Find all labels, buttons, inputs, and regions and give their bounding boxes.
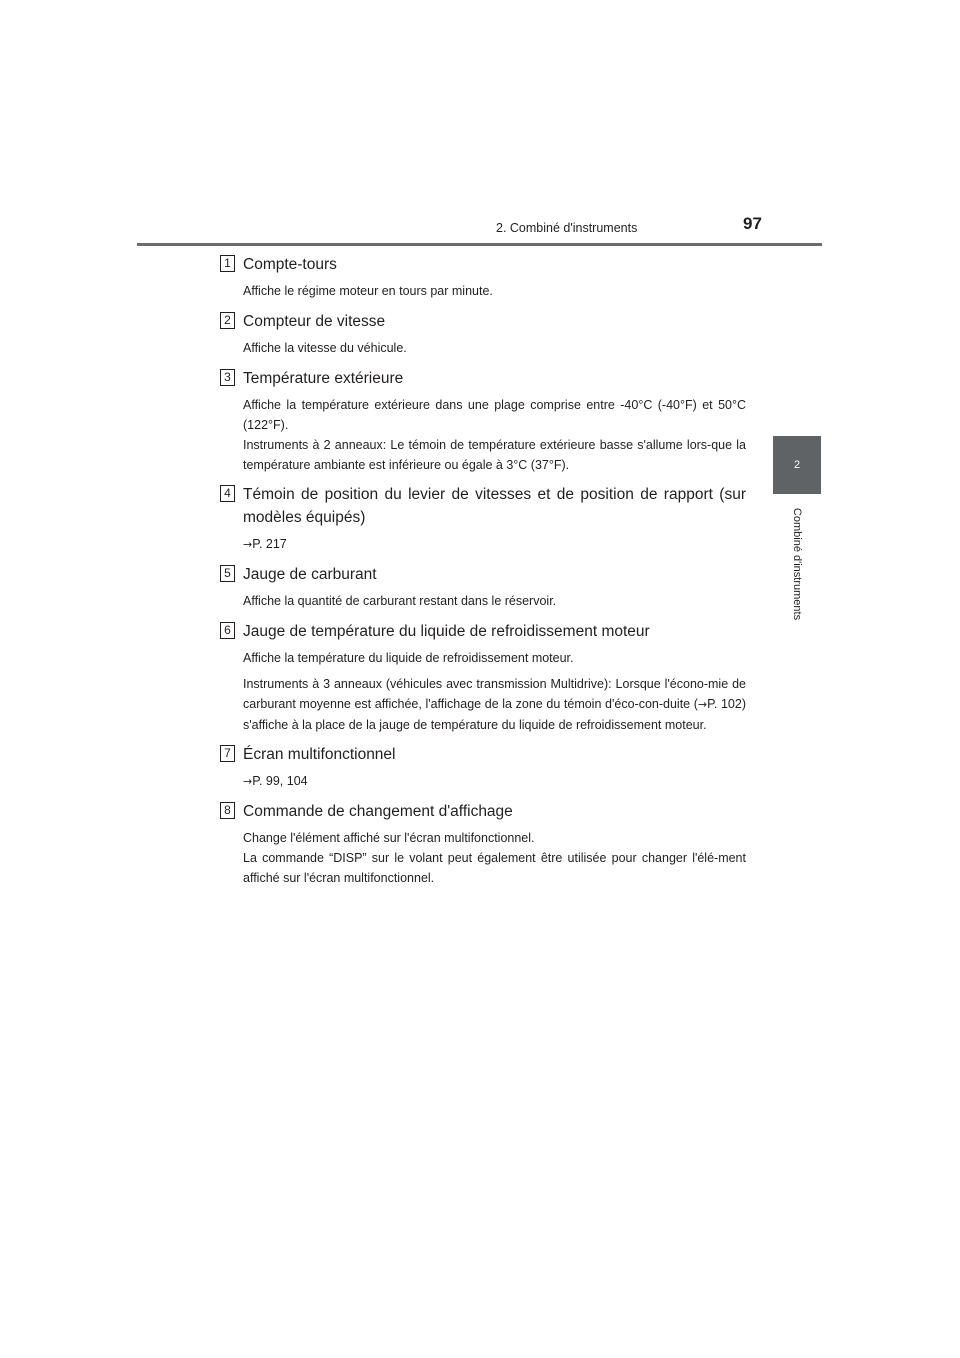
item-number-badge: 7 xyxy=(220,745,235,762)
header-divider xyxy=(137,243,822,246)
description-text: Affiche la température extérieure dans une plage comprise entre -40°C (-40°F) et 50°C (122°F). xyxy=(243,398,746,432)
item-title: Température extérieure xyxy=(243,370,404,387)
item-title: Compteur de vitesse xyxy=(243,313,386,330)
description-text: La commande “DISP” sur le volant peut également être utilisée pour changer l'élé-ment affiché sur l'écran multifonctionnel. xyxy=(243,851,746,885)
item-number-badge: 4 xyxy=(220,485,235,502)
chapter-label: Combiné d'instruments xyxy=(791,507,803,621)
page-number: 97 xyxy=(743,214,762,233)
list-item xyxy=(218,253,746,301)
list-item xyxy=(218,483,746,555)
description-text: Affiche la quantité de carburant restant dans le réservoir. xyxy=(243,594,557,608)
right-arrow-icon: → xyxy=(243,775,253,788)
description-text: Instruments à 2 anneaux: Le témoin de température extérieure basse s'allume lors-que la température ambiante est inférieure ou égale à 3°C (37°F). xyxy=(243,438,746,472)
list-item xyxy=(218,310,746,358)
list-item xyxy=(218,800,746,888)
description-text: Affiche le régime moteur en tours par minute. xyxy=(243,284,493,298)
section-title: 2. Combiné d'instruments xyxy=(496,221,638,235)
item-title: Compte-tours xyxy=(243,256,337,273)
item-number-badge: 1 xyxy=(220,255,235,272)
reference-text: P. 99, 104 xyxy=(252,774,308,788)
right-arrow-icon: → xyxy=(697,698,708,711)
item-number-badge: 6 xyxy=(220,622,235,639)
chapter-tab xyxy=(773,436,821,494)
page-reference[interactable] xyxy=(243,771,746,792)
item-description xyxy=(243,771,746,792)
page-reference[interactable] xyxy=(243,534,746,555)
item-title: Témoin de position du levier de vitesses et de position de rapport (sur modèles équipés) xyxy=(243,486,746,526)
right-arrow-icon: → xyxy=(243,538,253,551)
item-number-badge: 3 xyxy=(220,369,235,386)
item-description xyxy=(243,281,746,301)
description-text: Affiche la température du liquide de refroidissement moteur. xyxy=(243,651,574,665)
item-title: Jauge de température du liquide de refroidissement moteur xyxy=(243,623,650,640)
description-text: Instruments à 3 anneaux (véhicules avec transmission Multidrive): Lorsque l'écono-mie de carburant moyenne est affichée, l'affichage de la zone du témoin d'éco-con-duite (→P. 102) s'affiche à la place de la jauge de température du liquide de refroidissement moteur. xyxy=(243,677,746,732)
list-item xyxy=(218,620,746,735)
item-title: Jauge de carburant xyxy=(243,566,377,583)
item-number-badge: 5 xyxy=(220,565,235,582)
list-item xyxy=(218,563,746,611)
item-number-badge: 2 xyxy=(220,312,235,329)
item-list xyxy=(218,253,746,888)
item-description xyxy=(243,648,746,735)
reference-text: P. 217 xyxy=(252,537,287,551)
item-description xyxy=(243,395,746,475)
description-text: Change l'élément affiché sur l'écran multifonctionnel. xyxy=(243,831,535,845)
item-description xyxy=(243,591,746,611)
item-title: Commande de changement d'affichage xyxy=(243,803,513,820)
item-number-badge: 8 xyxy=(220,802,235,819)
chapter-number: 2 xyxy=(793,459,801,471)
list-item xyxy=(218,367,746,475)
item-title: Écran multifonctionnel xyxy=(243,746,396,763)
item-description xyxy=(243,828,746,888)
list-item xyxy=(218,743,746,792)
description-text: Affiche la vitesse du véhicule. xyxy=(243,341,407,355)
page-reference[interactable]: P. 102 xyxy=(707,697,742,711)
item-description xyxy=(243,534,746,555)
item-description xyxy=(243,338,746,358)
